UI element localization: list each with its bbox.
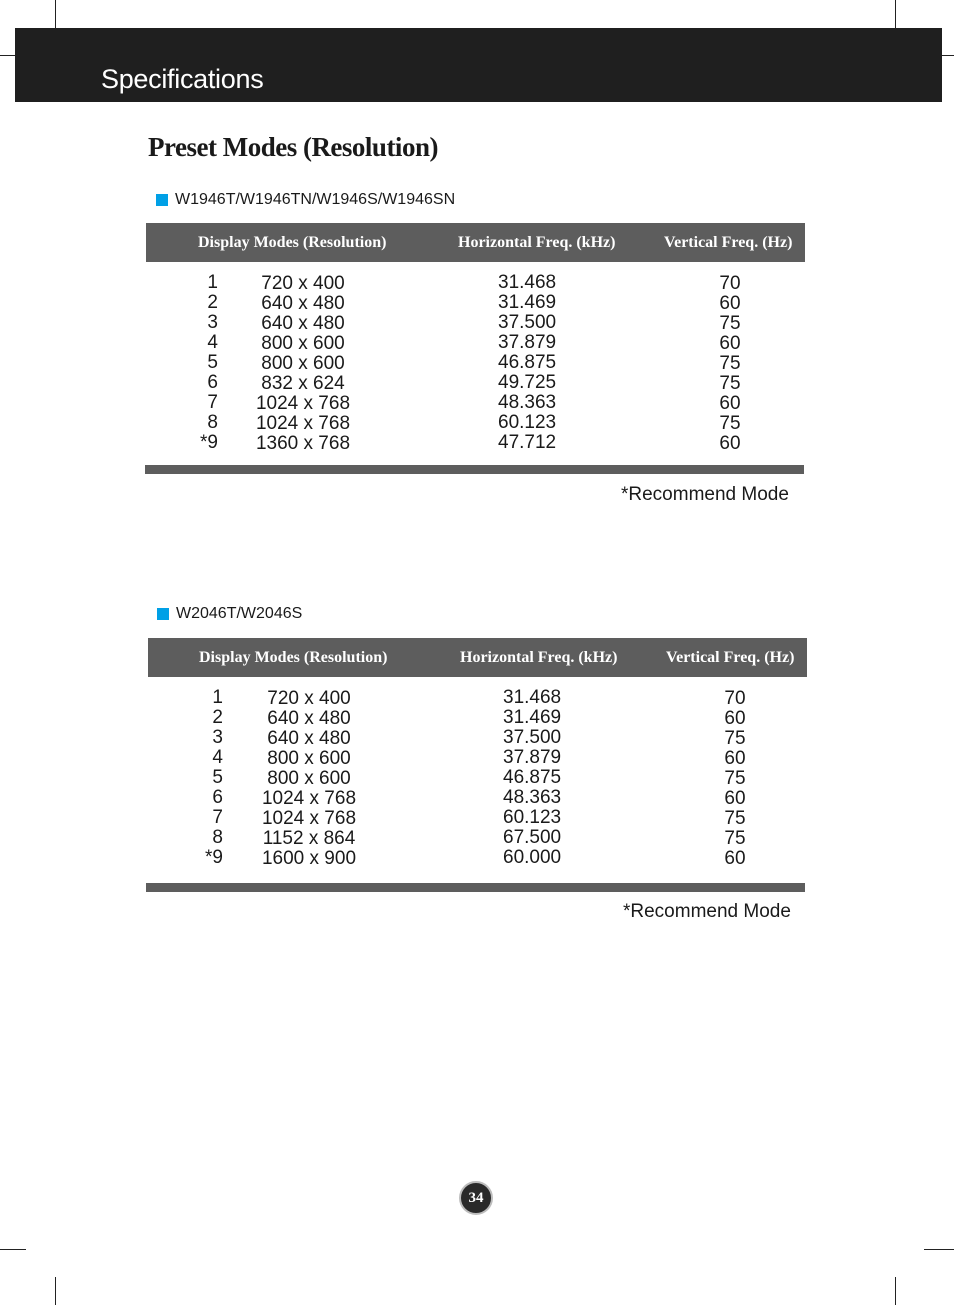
table-cell: 49.725 bbox=[498, 372, 557, 393]
table-cell: 6 bbox=[212, 787, 223, 808]
table-cell: 1 bbox=[212, 687, 223, 708]
table-cell: 75 bbox=[724, 808, 746, 829]
table-cell: 832 x 624 bbox=[261, 373, 345, 394]
table-header bbox=[146, 223, 805, 262]
crop-mark bbox=[0, 1249, 26, 1250]
table-cell: 60.123 bbox=[503, 807, 562, 828]
table-bottom-rule bbox=[145, 465, 804, 474]
resolution-column bbox=[238, 274, 368, 454]
table-cell: 640 x 480 bbox=[267, 708, 351, 729]
mode-number-column bbox=[193, 688, 223, 868]
table-cell: *9 bbox=[205, 847, 223, 868]
table-cell: 37.500 bbox=[498, 312, 557, 333]
header-title: Specifications bbox=[101, 64, 264, 94]
table-cell: 31.469 bbox=[498, 292, 557, 313]
table-cell: 60.000 bbox=[503, 847, 562, 868]
table-cell: 2 bbox=[212, 707, 223, 728]
table-cell: 75 bbox=[719, 413, 741, 434]
table-cell: 2 bbox=[207, 292, 218, 313]
model-label bbox=[157, 605, 302, 623]
table-cell: 6 bbox=[207, 372, 218, 393]
table-cell: 75 bbox=[719, 373, 741, 394]
crop-mark bbox=[55, 0, 56, 28]
vertical-freq-column bbox=[705, 274, 755, 454]
table-cell: 60 bbox=[719, 393, 741, 414]
table-cell: 70 bbox=[724, 688, 746, 709]
table-cell: 70 bbox=[719, 273, 741, 294]
table-cell: 1360 x 768 bbox=[255, 433, 351, 454]
table-cell: 1024 x 768 bbox=[255, 393, 351, 414]
table-cell: 60 bbox=[719, 433, 741, 454]
table-cell: 800 x 600 bbox=[261, 333, 345, 354]
crop-mark bbox=[55, 1277, 56, 1305]
page-number: 34 bbox=[459, 1181, 493, 1215]
table-cell: 48.363 bbox=[503, 787, 562, 808]
table-cell: 720 x 400 bbox=[261, 273, 345, 294]
table-cell: 1024 x 768 bbox=[255, 413, 351, 434]
table-cell: 3 bbox=[212, 727, 223, 748]
table-cell: 46.875 bbox=[498, 352, 557, 373]
table-cell: 8 bbox=[207, 412, 218, 433]
table-cell: *9 bbox=[200, 432, 218, 453]
table-cell: 60 bbox=[724, 708, 746, 729]
bullet-square-icon bbox=[156, 194, 168, 206]
bullet-square-icon bbox=[157, 608, 169, 620]
column-header-horizontal: Horizontal Freq. (kHz) bbox=[460, 649, 618, 666]
table-cell: 5 bbox=[212, 767, 223, 788]
table-cell: 800 x 600 bbox=[267, 768, 351, 789]
table-cell: 31.468 bbox=[498, 272, 557, 293]
table-cell: 31.469 bbox=[503, 707, 562, 728]
table-cell: 640 x 480 bbox=[267, 728, 351, 749]
table-cell: 60 bbox=[719, 333, 741, 354]
header-bar bbox=[15, 28, 942, 102]
horizontal-freq-column bbox=[503, 688, 583, 868]
table-cell: 60 bbox=[724, 848, 746, 869]
recommend-note: *Recommend Mode bbox=[623, 901, 791, 922]
table-cell: 4 bbox=[207, 332, 218, 353]
table-cell: 1024 x 768 bbox=[261, 788, 357, 809]
table-cell: 48.363 bbox=[498, 392, 557, 413]
table-cell: 7 bbox=[207, 392, 218, 413]
vertical-freq-column bbox=[710, 689, 760, 869]
column-header-modes: Display Modes (Resolution) bbox=[199, 649, 388, 666]
table-cell: 75 bbox=[724, 728, 746, 749]
table-cell: 5 bbox=[207, 352, 218, 373]
table-cell: 37.500 bbox=[503, 727, 562, 748]
recommend-note: *Recommend Mode bbox=[621, 484, 789, 505]
table-cell: 7 bbox=[212, 807, 223, 828]
horizontal-freq-column bbox=[498, 273, 578, 453]
column-header-vertical: Vertical Freq. (Hz) bbox=[664, 234, 793, 251]
table-header bbox=[148, 638, 807, 677]
table-cell: 75 bbox=[719, 353, 741, 374]
model-label bbox=[156, 191, 455, 209]
table-cell: 1 bbox=[207, 272, 218, 293]
column-header-modes: Display Modes (Resolution) bbox=[198, 234, 387, 251]
table-cell: 1600 x 900 bbox=[261, 848, 357, 869]
table-cell: 67.500 bbox=[503, 827, 562, 848]
table-cell: 75 bbox=[724, 828, 746, 849]
table-cell: 75 bbox=[724, 768, 746, 789]
crop-mark bbox=[895, 0, 896, 28]
table-cell: 47.712 bbox=[498, 432, 557, 453]
table-cell: 1152 x 864 bbox=[262, 828, 356, 849]
crop-mark bbox=[942, 55, 954, 56]
crop-mark bbox=[0, 55, 15, 56]
table-cell: 60 bbox=[724, 788, 746, 809]
table-cell: 8 bbox=[212, 827, 223, 848]
model-name: W1946T/W1946TN/W1946S/W1946SN bbox=[175, 191, 456, 208]
table-cell: 60 bbox=[719, 293, 741, 314]
table-cell: 31.468 bbox=[503, 687, 562, 708]
table-cell: 37.879 bbox=[498, 332, 557, 353]
table-cell: 4 bbox=[212, 747, 223, 768]
table-cell: 1024 x 768 bbox=[261, 808, 357, 829]
mode-number-column bbox=[188, 273, 218, 453]
crop-mark bbox=[924, 1249, 954, 1250]
table-cell: 75 bbox=[719, 313, 741, 334]
model-name: W2046T/W2046S bbox=[176, 605, 303, 622]
column-header-vertical: Vertical Freq. (Hz) bbox=[666, 649, 795, 666]
table-cell: 3 bbox=[207, 312, 218, 333]
table-cell: 720 x 400 bbox=[267, 688, 351, 709]
table-cell: 800 x 600 bbox=[261, 353, 345, 374]
resolution-column bbox=[244, 689, 374, 869]
table-cell: 60.123 bbox=[498, 412, 557, 433]
table-cell: 640 x 480 bbox=[261, 293, 345, 314]
table-cell: 37.879 bbox=[503, 747, 562, 768]
table-cell: 640 x 480 bbox=[261, 313, 345, 334]
table-cell: 60 bbox=[724, 748, 746, 769]
table-cell: 46.875 bbox=[503, 767, 562, 788]
table-bottom-rule bbox=[146, 883, 805, 892]
table-cell: 800 x 600 bbox=[267, 748, 351, 769]
crop-mark bbox=[895, 1277, 896, 1305]
page-heading: Preset Modes (Resolution) bbox=[148, 132, 438, 162]
column-header-horizontal: Horizontal Freq. (kHz) bbox=[458, 234, 616, 251]
